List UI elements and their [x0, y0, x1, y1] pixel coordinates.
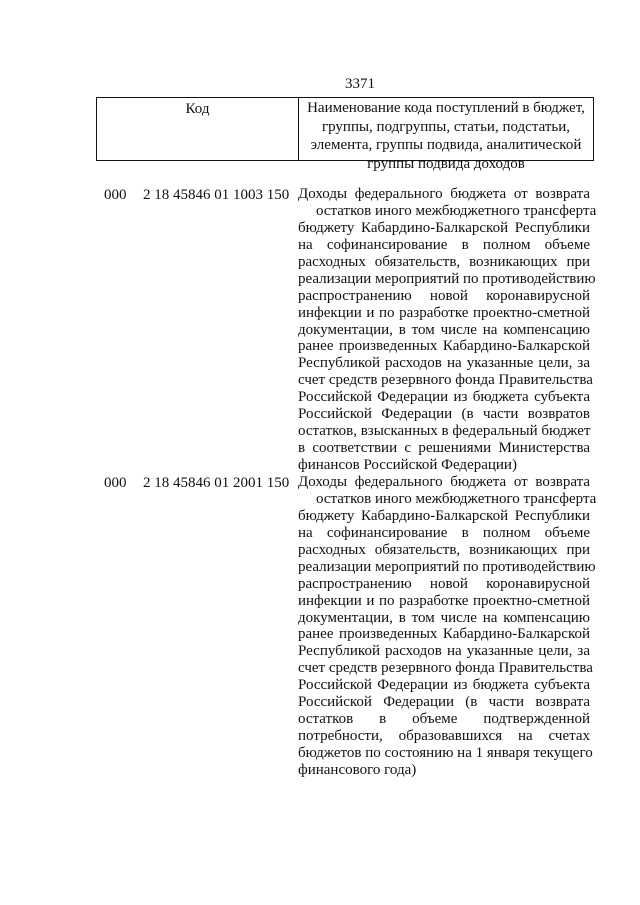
description-line: остатков иного межбюджетного трансферта [316, 490, 597, 507]
description-line: Доходы федерального бюджета от возврата [298, 474, 590, 490]
description-line: Российской Федерации из бюджета субъекта [298, 677, 590, 694]
description-line: инфекции и по разработке проектно-сметной [298, 592, 590, 609]
revenue-code: 2 18 45846 01 1003 150 [143, 187, 290, 203]
description-line: на софинансирование в полном объеме [298, 524, 590, 541]
description-line: документации, в том числе на компенсацию [298, 609, 590, 626]
description-line: финансов Российской Федерации) [298, 457, 517, 473]
description-line: ранее произведенных Кабардино-Балкарской [298, 338, 590, 355]
description-line: Доходы федерального бюджета от возврата [298, 186, 590, 202]
description-line: остатков иного межбюджетного трансферта [316, 202, 597, 219]
description-line: инфекции и по разработке проектно-сметной [298, 304, 590, 321]
header-name-line: элемента, группы подвида, аналитической [310, 137, 582, 154]
description-line: расходных обязательств, возникающих при [298, 541, 590, 558]
header-code-label: Код [185, 101, 210, 117]
description-line: счет средств резервного фонда Правительства [298, 660, 593, 677]
description-line: реализации мероприятий по противодействию [298, 270, 596, 287]
description-line: Российской Федерации (в части возвратов [298, 406, 590, 423]
description-line: Республикой расходов на указанные цели, за [298, 355, 590, 372]
description-line: документации, в том числе на компенсацию [298, 321, 590, 338]
description-line: распространению новой коронавирусной [298, 575, 590, 592]
column-divider [298, 98, 299, 160]
description-line: счет средств резервного фонда Правительства [298, 372, 593, 389]
description-line: ранее произведенных Кабардино-Балкарской [298, 626, 590, 643]
description-line: остатков, взысканных в федеральный бюджет [298, 423, 591, 440]
description-line: бюджету Кабардино-Балкарской Республики [298, 219, 590, 236]
description-line: бюджету Кабардино-Балкарской Республики [298, 507, 590, 524]
description-line: финансового года) [298, 761, 417, 778]
header-name-line: группы подвида доходов [367, 155, 525, 172]
header-name-label [302, 99, 590, 173]
description-line: Российской Федерации (в части возврата [298, 694, 590, 711]
revenue-description [298, 474, 597, 779]
description-line: реализации мероприятий по противодействию [298, 558, 596, 575]
description-line: остатков в объеме подтвержденной [298, 711, 590, 728]
description-line: в соответствии с решениями Министерства [298, 440, 590, 457]
header-name-line: группы, подгруппы, статьи, подстатьи, [321, 118, 571, 135]
description-line: бюджетов по состоянию на 1 января текущего [298, 745, 593, 761]
description-line: на софинансирование в полном объеме [298, 236, 590, 253]
description-line: расходных обязательств, возникающих при [298, 253, 590, 270]
admin-code: 000 [104, 187, 127, 203]
description-line: Республикой расходов на указанные цели, за [298, 643, 590, 660]
description-line: Российской Федерации из бюджета субъекта [298, 389, 590, 406]
page-number: 3371 [345, 76, 375, 92]
header-name-line: Наименование кода поступлений в бюджет, [307, 100, 585, 116]
admin-code: 000 [104, 475, 127, 491]
table-header [96, 97, 594, 172]
description-line: распространению новой коронавирусной [298, 287, 590, 304]
revenue-description [298, 186, 597, 474]
revenue-code: 2 18 45846 01 2001 150 [143, 475, 290, 491]
description-line: потребности, образовавшихся на счетах [298, 728, 590, 745]
